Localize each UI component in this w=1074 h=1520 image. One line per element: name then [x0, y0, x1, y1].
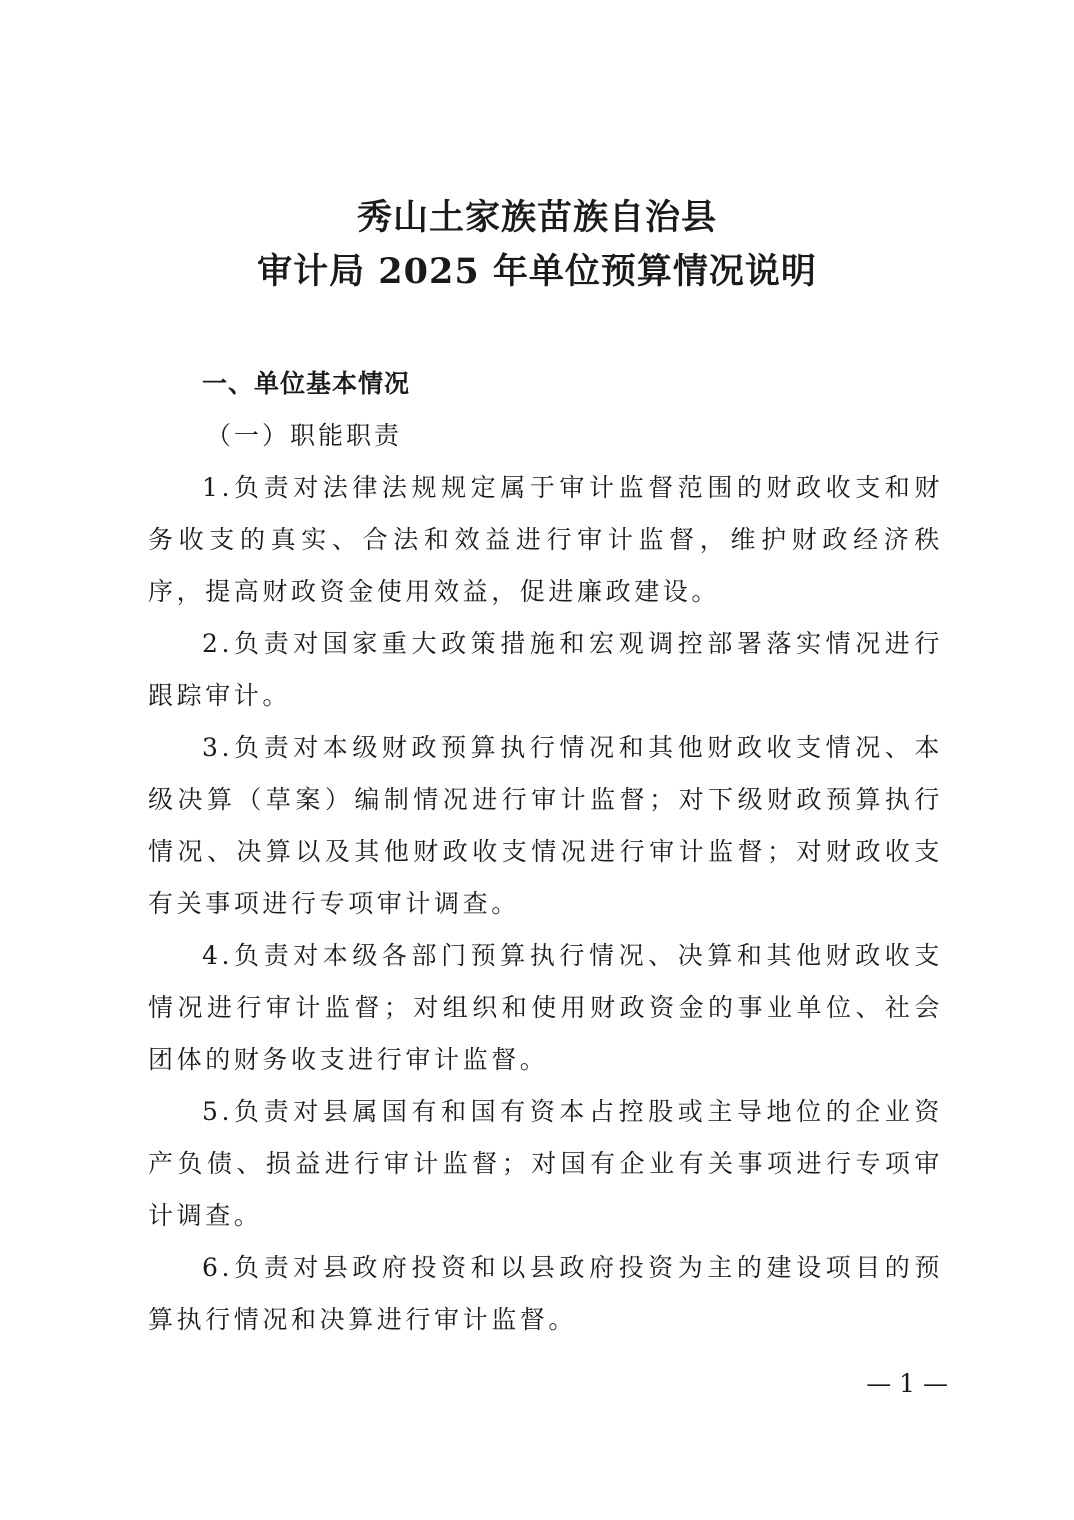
- page-number: — 1 —: [866, 1369, 948, 1398]
- paragraph-duty-2: 2.负责对国家重大政策措施和宏观调控部署落实情况进行跟踪审计。: [148, 629, 943, 710]
- paragraph-duty-4: 4.负责对本级各部门预算执行情况、决算和其他财政收支情况进行审计监督；对组织和使用财政资金的事业单位、社会团体的财务收支进行审计监督。: [148, 941, 943, 1074]
- document-title-line2: 审计局 2025 年单位预算情况说明: [257, 251, 817, 292]
- paragraph-duty-3: 3.负责对本级财政预算执行情况和其他财政收支情况、本级决算（草案）编制情况进行审计监督；对下级财政预算执行情况、决算以及其他财政收支情况进行审计监督；对财政收支有关事项进行专项审计调查。: [148, 733, 943, 918]
- paragraph-duty-5: 5.负责对县属国有和国有资本占控股或主导地位的企业资产负债、损益进行审计监督；对国有企业有关事项进行专项审计调查。: [148, 1097, 943, 1230]
- document-title-line1: 秀山土家族苗族自治县: [356, 197, 717, 238]
- subsection-heading: （一）职能职责: [206, 421, 403, 450]
- section-heading: 一、单位基本情况: [202, 369, 411, 398]
- paragraph-duty-6: 6.负责对县政府投资和以县政府投资为主的建设项目的预算执行情况和决算进行审计监督。: [148, 1253, 943, 1334]
- document-body: [148, 358, 943, 1346]
- paragraph-duty-1: 1.负责对法律法规规定属于审计监督范围的财政收支和财务收支的真实、合法和效益进行审计监督，维护财政经济秩序，提高财政资金使用效益，促进廉政建设。: [148, 473, 943, 606]
